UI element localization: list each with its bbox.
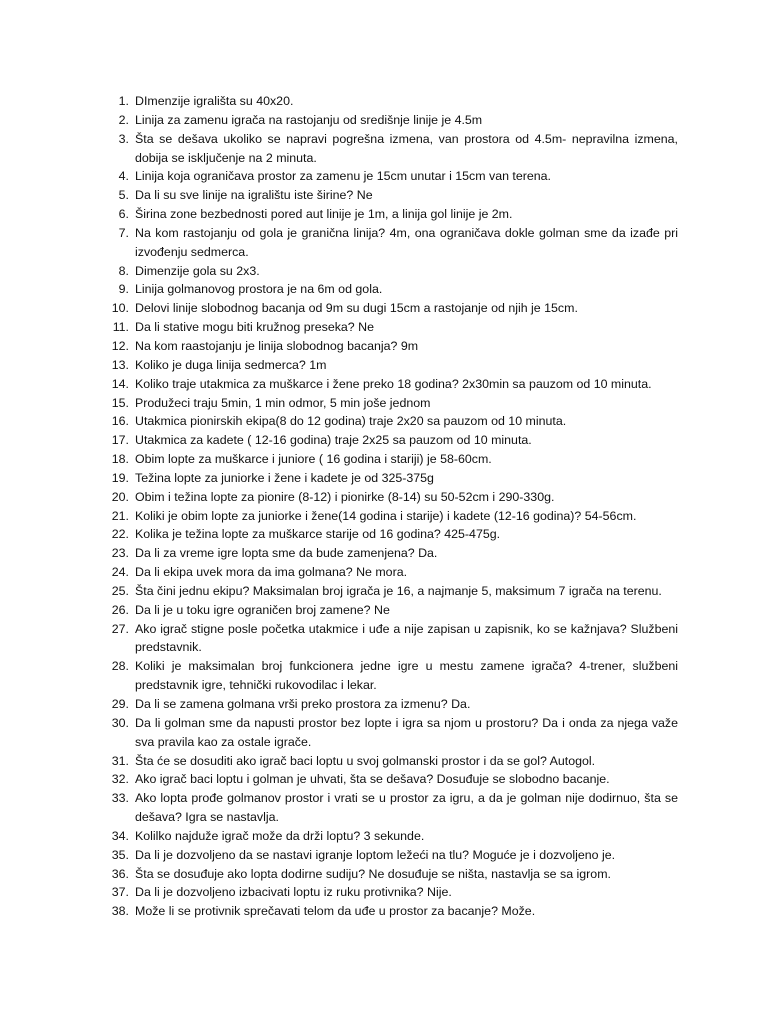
list-item-number: 35.: [111, 847, 129, 862]
list-item: [106, 299, 678, 318]
list-item-text: Može li se protivnik sprečavati telom da uđe u prostor za bacanje? Može.: [135, 904, 536, 919]
list-item-number: 24.: [111, 565, 129, 580]
list-item-text: Težina lopte za juniorke i žene i kadete je od 325-375g: [135, 470, 434, 485]
list-item-number: 13.: [111, 357, 129, 372]
list-item: [106, 356, 678, 375]
list-item: [106, 789, 678, 827]
list-item-text: Da li su sve linije na igralištu iste širine? Ne: [135, 188, 373, 203]
list-item-number: 10.: [111, 301, 129, 316]
list-item-number: 19.: [111, 470, 129, 485]
list-item-text: Linija za zamenu igrača na rastojanju od središnje linije je 4.5m: [135, 112, 483, 127]
list-item-number: 6.: [118, 207, 129, 222]
list-item: [106, 507, 678, 526]
list-item-text: Na kom raastojanju je linija slobodnog bacanja? 9m: [135, 338, 419, 353]
list-item-number: 34.: [111, 828, 129, 843]
list-item: [106, 375, 678, 394]
list-item: [106, 337, 678, 356]
list-item-number: 8.: [118, 263, 129, 278]
list-item-text: Linija koja ograničava prostor za zamenu je 15cm unutar i 15cm van terena.: [135, 169, 551, 184]
list-item: [106, 130, 678, 168]
list-item: [106, 167, 678, 186]
list-item-text: Ako lopta prođe golmanov prostor i vrati se u prostor za igru, a da je golman nije dodirnuo, šta se dešava? Igra se nastavlja.: [135, 791, 678, 825]
list-item: [106, 544, 678, 563]
list-item-text: Koliko traje utakmica za muškarce i žene preko 18 godina? 2x30min sa pauzom od 10 minuta.: [135, 376, 652, 391]
list-item-text: Da li je dozvoljeno da se nastavi igranje loptom ležeći na tlu? Moguće je i dozvoljeno je.: [135, 847, 616, 862]
list-item-number: 2.: [118, 112, 129, 127]
list-item-number: 1.: [118, 94, 129, 108]
list-item: [106, 92, 678, 111]
list-item-number: 29.: [111, 697, 129, 711]
list-item-number: 26.: [111, 602, 129, 617]
list-item-number: 28.: [111, 659, 129, 674]
list-item-number: 11.: [112, 320, 129, 335]
list-item: [106, 601, 678, 620]
list-item-text: Linija golmanovog prostora je na 6m od gola.: [135, 282, 383, 297]
list-item-text: Ako igrač baci loptu i golman je uhvati, šta se dešava? Dosuđuje se slobodno bacanje.: [135, 772, 610, 787]
list-item-number: 31.: [111, 753, 129, 768]
list-item: [106, 318, 678, 337]
list-item: [106, 205, 678, 224]
list-item: [106, 582, 678, 601]
list-item-number: 7.: [118, 225, 129, 240]
list-item: [106, 469, 678, 488]
list-item-number: 15.: [111, 395, 129, 410]
list-item-number: 32.: [111, 772, 129, 787]
list-item-text: Da li stative mogu biti kružnog preseka? Ne: [135, 320, 374, 335]
list-item-text: Utakmica za kadete ( 12-16 godina) traje 2x25 sa pauzom od 10 minuta.: [135, 433, 532, 448]
list-item-text: Ako igrač stigne posle početka utakmice i uđe a nije zapisan u zapisnik, ko se kažnjava? Službeni predstavnik.: [135, 621, 678, 655]
list-item-number: 30.: [111, 715, 129, 730]
list-item-text: DImenzije igrališta su 40x20.: [135, 94, 294, 108]
list-item-number: 17.: [111, 433, 129, 448]
list-item: [106, 111, 678, 130]
list-item: [106, 224, 678, 262]
list-item-number: 27.: [111, 621, 129, 636]
list-item: [106, 827, 678, 846]
list-item: [106, 280, 678, 299]
qa-list: [106, 92, 678, 921]
list-item: [106, 563, 678, 582]
list-item-text: Dimenzije gola su 2x3.: [135, 263, 260, 278]
list-item-text: Šta će se dosuditi ako igrač baci loptu u svoj golmanski prostor i da se gol? Autogol.: [135, 753, 596, 768]
list-item: [106, 846, 678, 865]
list-item: [106, 657, 678, 695]
list-item-number: 25.: [111, 583, 129, 598]
list-item-number: 36.: [111, 866, 129, 881]
list-item: [106, 488, 678, 507]
list-item: [106, 450, 678, 469]
list-item-number: 23.: [111, 546, 129, 561]
list-item-text: Obim lopte za muškarce i juniore ( 16 godina i stariji) je 58-60cm.: [135, 452, 492, 467]
list-item-text: Da li se zamena golmana vrši preko prostora za izmenu? Da.: [135, 697, 471, 711]
list-item: [106, 883, 678, 902]
list-item-number: 33.: [111, 791, 129, 806]
list-item: [106, 394, 678, 413]
list-item-text: Kolika je težina lopte za muškarce starije od 16 godina? 425-475g.: [135, 527, 501, 542]
list-item-text: Kolilko najduže igrač može da drži loptu? 3 sekunde.: [135, 828, 425, 843]
list-item: [106, 620, 678, 658]
list-item-text: Na kom rastojanju od gola je granična linija? 4m, ona ograničava dokle golman sme da izađe pri izvođenju sedmerca.: [135, 225, 678, 259]
list-item-number: 4.: [118, 169, 129, 184]
list-item-text: Utakmica pionirskih ekipa(8 do 12 godina) traje 2x20 sa pauzom od 10 minuta.: [135, 414, 567, 429]
list-item-text: Da li je u toku igre ograničen broj zamene? Ne: [135, 602, 390, 617]
list-item-text: Koliki je obim lopte za juniorke i žene(14 godina i starije) i kadete (12-16 godina)? 54-56cm.: [135, 508, 637, 523]
list-item: [106, 525, 678, 544]
list-item-number: 22.: [111, 527, 129, 542]
list-item-text: Delovi linije slobodnog bacanja od 9m su dugi 15cm a rastojanje od njih je 15cm.: [135, 301, 578, 316]
list-item-text: Da li za vreme igre lopta sme da bude zamenjena? Da.: [135, 546, 438, 561]
list-item-number: 12.: [111, 338, 129, 353]
list-item-number: 5.: [118, 188, 129, 203]
list-item: [106, 902, 678, 921]
list-item-text: Širina zone bezbednosti pored aut linije je 1m, a linija gol linije je 2m.: [135, 207, 513, 222]
list-item-text: Šta čini jednu ekipu? Maksimalan broj igrača je 16, a najmanje 5, maksimum 7 igrača na terenu.: [135, 583, 662, 598]
list-item-text: Koliki je maksimalan broj funkcionera jedne igre u mestu zamene igrača? 4-trener, službeni predstavnik igre, tehnički rukovodilac i lekar.: [135, 659, 678, 693]
list-item-text: Koliko je duga linija sedmerca? 1m: [135, 357, 327, 372]
list-item: [106, 186, 678, 205]
list-item: [106, 865, 678, 884]
list-item-text: Šta se dosuđuje ako lopta dodirne sudiju? Ne dosuđuje se ništa, nastavlja se sa igrom.: [135, 866, 611, 881]
list-item: [106, 770, 678, 789]
list-item-text: Da li je dozvoljeno izbacivati loptu iz ruku protivnika? Nije.: [135, 885, 452, 900]
list-item: [106, 752, 678, 771]
list-item-number: 20.: [111, 489, 129, 504]
list-item-text: Produžeci traju 5min, 1 min odmor, 5 min jošе jednom: [135, 395, 431, 410]
list-item: [106, 431, 678, 450]
list-item-text: Šta se dešava ukoliko se napravi pogrešna izmena, van prostora od 4.5m- nepravilna izmena, dobija se isključenje na 2 minuta.: [135, 131, 678, 165]
list-item-number: 18.: [111, 452, 129, 467]
list-item: [106, 695, 678, 714]
list-item-number: 9.: [118, 282, 129, 297]
list-item-number: 21.: [111, 508, 129, 523]
list-item-text: Da li golman sme da napusti prostor bez lopte i igra sa njom u prostoru? Da i onda za njega važe sva pravila kao za ostale igrače.: [135, 715, 678, 749]
list-item: [106, 262, 678, 281]
list-item-text: Obim i težina lopte za pionire (8-12) i pionirke (8-14) su 50-52cm i 290-330g.: [135, 489, 555, 504]
list-item: [106, 412, 678, 431]
list-item: [106, 714, 678, 752]
list-item-number: 38.: [111, 904, 129, 919]
list-item-number: 16.: [111, 414, 129, 429]
list-item-text: Da li ekipa uvek mora da ima golmana? Ne mora.: [135, 565, 408, 580]
list-item-number: 14.: [111, 376, 129, 391]
list-item-number: 3.: [118, 131, 129, 146]
list-item-number: 37.: [111, 885, 129, 900]
